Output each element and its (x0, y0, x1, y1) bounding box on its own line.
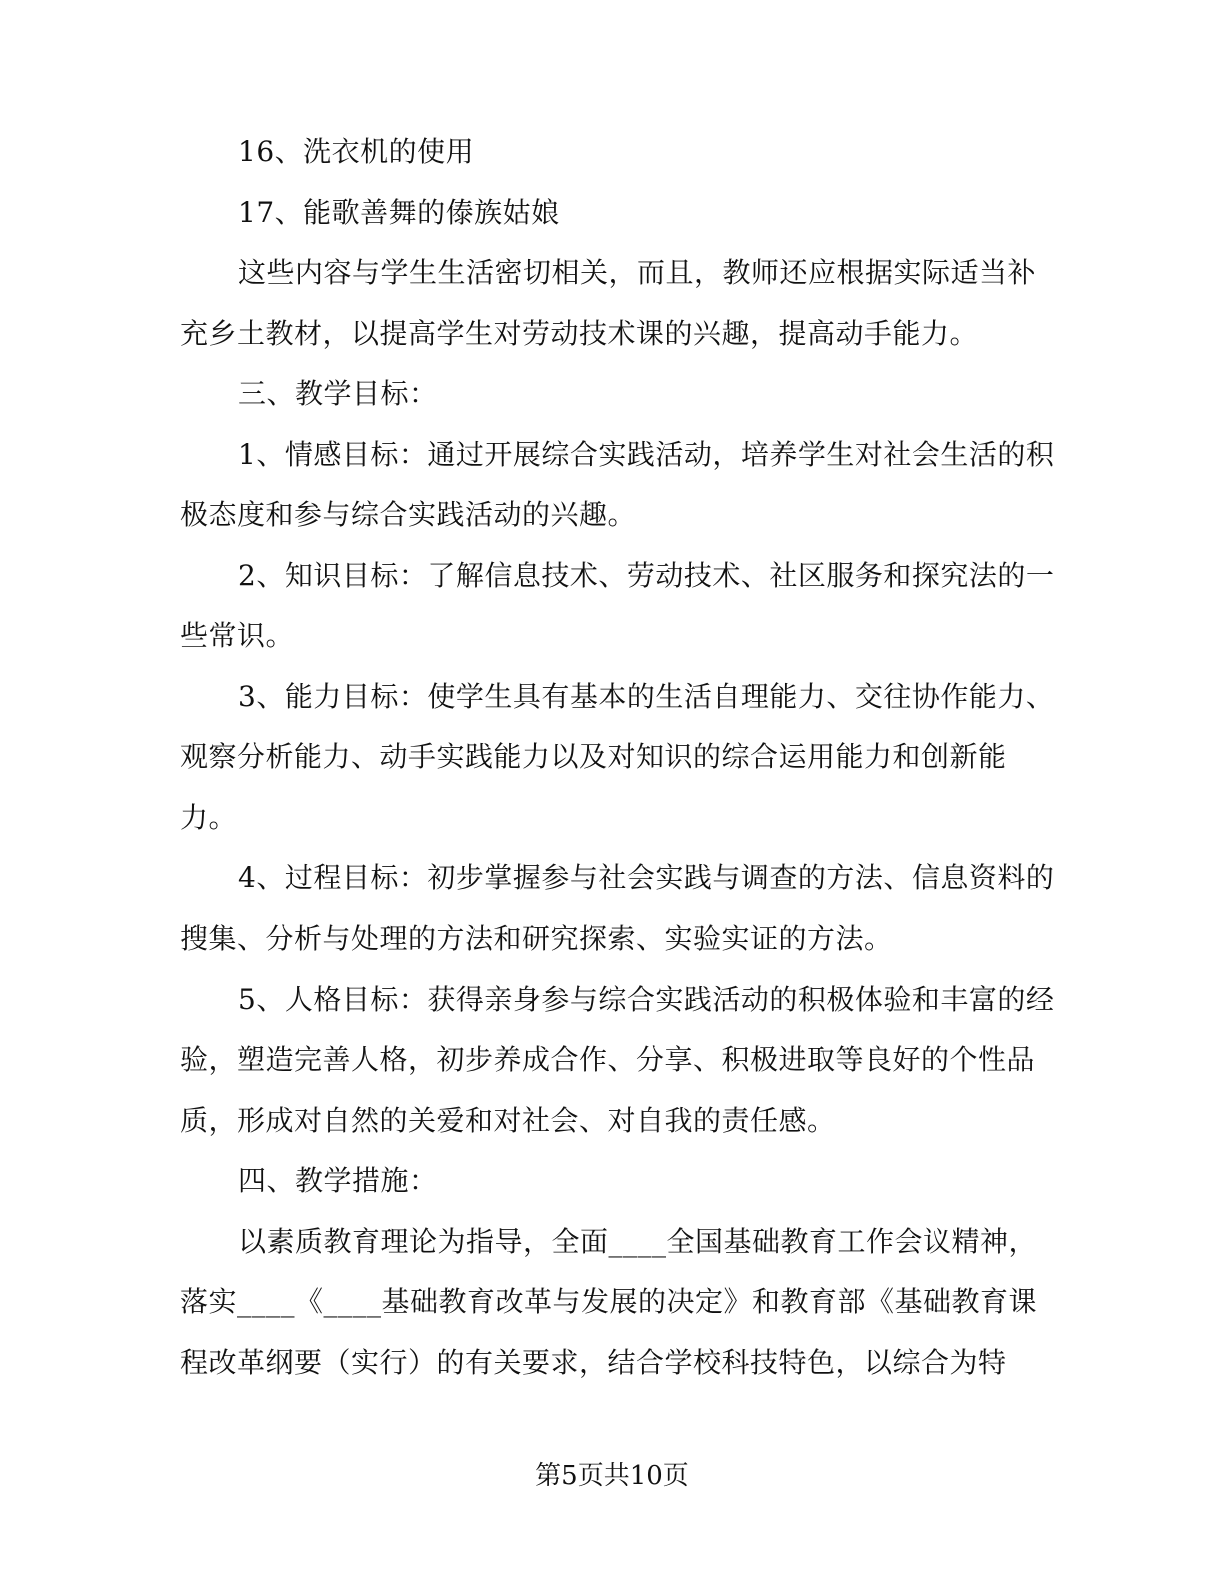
paragraph-line: 5、人格目标：获得亲身参与综合实践活动的积极体验和丰富的经 (238, 983, 1055, 1016)
list-item-16: 16、洗衣机的使用 (238, 135, 475, 168)
paragraph-line: 2、知识目标：了解信息技术、劳动技术、社区服务和探究法的一 (238, 559, 1055, 592)
paragraph-line: 些常识。 (180, 619, 295, 652)
paragraph-line: 充乡土教材，以提高学生对劳动技术课的兴趣，提高动手能力。 (180, 317, 979, 350)
paragraph-line: 3、能力目标：使学生具有基本的生活自理能力、交往协作能力、 (238, 680, 1055, 713)
paragraph-line: 质，形成对自然的关爱和对社会、对自我的责任感。 (180, 1104, 836, 1137)
paragraph-line: 1、情感目标：通过开展综合实践活动，培养学生对社会生活的积 (238, 438, 1055, 471)
paragraph-line: 搜集、分析与处理的方法和研究探索、实验实证的方法。 (180, 922, 893, 955)
paragraph-line: 以素质教育理论为指导，全面____全国基础教育工作会议精神， (238, 1225, 1038, 1258)
paragraph-line: 极态度和参与综合实践活动的兴趣。 (180, 498, 637, 531)
paragraph-line: 验，塑造完善人格，初步养成合作、分享、积极进取等良好的个性品 (180, 1043, 1036, 1076)
paragraph-line: 观察分析能力、动手实践能力以及对知识的综合运用能力和创新能 (180, 740, 1007, 773)
page-number-footer: 第5页共10页 (535, 1461, 689, 1491)
paragraph-line: 程改革纲要（实行）的有关要求，结合学校科技特色，以综合为特 (180, 1346, 1007, 1379)
paragraph-line: 4、过程目标：初步掌握参与社会实践与调查的方法、信息资料的 (238, 861, 1055, 894)
list-item-17: 17、能歌善舞的傣族姑娘 (238, 196, 560, 229)
section-heading-goals: 三、教学目标： (238, 377, 438, 410)
paragraph-line: 力。 (180, 801, 238, 834)
paragraph-line: 落实____《____基础教育改革与发展的决定》和教育部《基础教育课 (180, 1285, 1038, 1318)
paragraph-line: 这些内容与学生生活密切相关，而且，教师还应根据实际适当补 (238, 256, 1037, 289)
section-heading-measures: 四、教学措施： (238, 1164, 438, 1197)
